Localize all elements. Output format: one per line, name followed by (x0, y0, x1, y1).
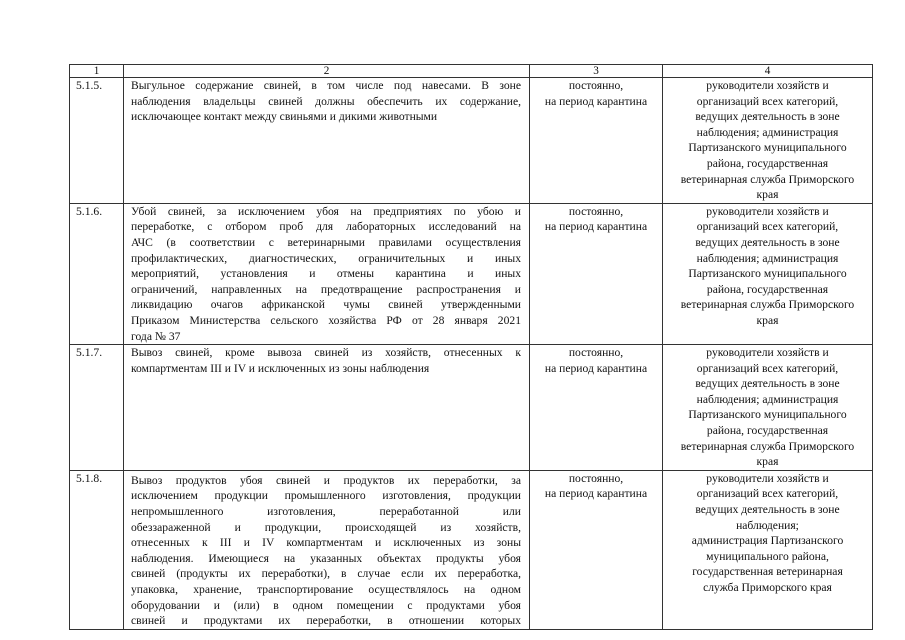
description-line: Приказом Министерства сельского хозяйства РФ от 28 января 2021 (131, 313, 521, 327)
responsible-line: ветеринарная служба Приморского (680, 298, 855, 312)
item-number: 5.1.5. (70, 78, 124, 204)
responsible-line: ведущих деятельность в зоне (695, 503, 840, 517)
description-line: упаковка, хранение, транспортирование осуществлялось на одном (131, 583, 521, 596)
responsible-line: края (756, 188, 779, 202)
description-line: свиней (продукты их переработки), в случае если их переработка, (131, 567, 521, 581)
table-row (70, 203, 873, 344)
description-line: ликвидацию очагов африканской чумы свиней утвержденными (131, 298, 521, 312)
responsible-line: наблюдения; администрация (696, 251, 839, 265)
responsible-line: организаций всех категорий, (696, 220, 839, 234)
term-line: постоянно, (568, 204, 624, 218)
column-number-4: 4 (663, 65, 873, 78)
measure-term (530, 345, 663, 471)
responsible-line: муниципального района, (706, 549, 829, 563)
measure-term (530, 203, 663, 344)
table-row (70, 78, 873, 204)
description-line: года № 37 (131, 329, 181, 343)
responsible-line: Партизанского муниципального (688, 267, 847, 281)
responsible-line: ветеринарная служба Приморского (680, 172, 855, 186)
description-line: Вывоз продуктов убоя свиней и продуктов их переработки, за (131, 473, 521, 487)
description-line: Выгульное содержание свиней, в том числе под навесами. В зоне (131, 79, 521, 92)
description-line: исключением продукции промышленного изготовления, продукции (131, 489, 521, 503)
term-line: постоянно, (568, 346, 624, 360)
responsible-parties (663, 78, 873, 204)
description-line: непромышленного изготовления, переработанной или (131, 505, 521, 519)
responsible-line: района, государственная (706, 156, 829, 170)
responsible-line: ведущих деятельность в зоне (695, 377, 840, 391)
measure-description (124, 203, 530, 344)
description-line: АЧС (в соответствии с ветеринарными правилами осуществления (131, 235, 521, 249)
responsible-line: наблюдения; администрация (696, 125, 839, 139)
description-line: отнесенных к III и IV компартментам и исключенных из зоны (131, 536, 521, 550)
description-line: свиней и продуктами их переработки, в отношении которых (131, 614, 521, 628)
description-line: Вывоз свиней, кроме вывоза свиней из хозяйств, отнесенных к (131, 346, 521, 360)
description-line: наблюдения владельцы свиней должны обеспечить их содержание, (131, 94, 521, 108)
measure-term (530, 78, 663, 204)
item-number: 5.1.7. (70, 345, 124, 471)
responsible-line: руководители хозяйств и (706, 79, 829, 92)
description-line: оборудовании и (или) в одном помещении с продуктами убоя (131, 598, 521, 612)
term-line: на период карантина (544, 94, 648, 108)
measure-description (124, 78, 530, 204)
term-line: постоянно, (568, 471, 624, 485)
term-line: на период карантина (544, 220, 648, 234)
description-line: обеззараженной и продукции, происходящей из хозяйств, (131, 520, 521, 534)
responsible-line: руководители хозяйств и (706, 346, 829, 360)
responsible-line: ведущих деятельность в зоне (695, 110, 840, 124)
responsible-line: Партизанского муниципального (688, 408, 847, 422)
description-line: мероприятий, установления и отмены карантина и иных (131, 267, 521, 281)
measure-description (124, 470, 530, 629)
responsible-line: Партизанского муниципального (688, 141, 847, 155)
description-line: ограничений, направленных на предотвращение распространения и (131, 282, 521, 296)
item-number: 5.1.6. (70, 203, 124, 344)
responsible-line: организаций всех категорий, (696, 487, 839, 501)
description-line: компартментам III и IV и исключенных из зоны наблюдения (131, 361, 430, 375)
measures-table (69, 64, 873, 630)
responsible-line: служба Приморского края (703, 581, 832, 594)
description-line: Убой свиней, за исключением убоя на предприятиях по убою и (131, 204, 521, 218)
responsible-line: организаций всех категорий, (696, 361, 839, 375)
responsible-parties (663, 470, 873, 629)
responsible-line: администрация Партизанского (691, 534, 844, 548)
responsible-line: руководители хозяйств и (706, 471, 829, 485)
description-line: наблюдения. Имеющиеся на указанных объектах продукты убоя (131, 551, 521, 565)
responsible-line: края (756, 455, 779, 469)
responsible-line: наблюдения; администрация (696, 392, 839, 406)
description-line: профилактических, диагностических, ограничительных и иных (131, 251, 521, 265)
responsible-line: края (756, 313, 779, 327)
responsible-line: государственная ветеринарная (692, 565, 843, 579)
responsible-line: организаций всех категорий, (696, 94, 839, 108)
term-line: постоянно, (568, 79, 624, 92)
responsible-line: ветеринарная служба Приморского (680, 439, 855, 453)
responsible-line: района, государственная (706, 424, 829, 438)
responsible-line: наблюдения; (736, 518, 799, 532)
column-number-3: 3 (530, 65, 663, 78)
item-number: 5.1.8. (70, 470, 124, 629)
column-number-1: 1 (70, 65, 124, 78)
measure-description (124, 345, 530, 471)
responsible-line: руководители хозяйств и (706, 204, 829, 218)
description-line: переработке, с отбором проб для лабораторных исследований на (131, 220, 521, 234)
table-row (70, 345, 873, 471)
responsible-line: района, государственная (706, 282, 829, 296)
measure-term (530, 470, 663, 629)
column-number-row (70, 65, 873, 78)
responsible-parties (663, 345, 873, 471)
term-line: на период карантина (544, 361, 648, 375)
term-line: на период карантина (544, 487, 648, 501)
column-number-2: 2 (124, 65, 530, 78)
responsible-line: ведущих деятельность в зоне (695, 235, 840, 249)
responsible-parties (663, 203, 873, 344)
table-row (70, 470, 873, 629)
description-line: исключающее контакт между свиньями и дикими животными (131, 110, 438, 124)
